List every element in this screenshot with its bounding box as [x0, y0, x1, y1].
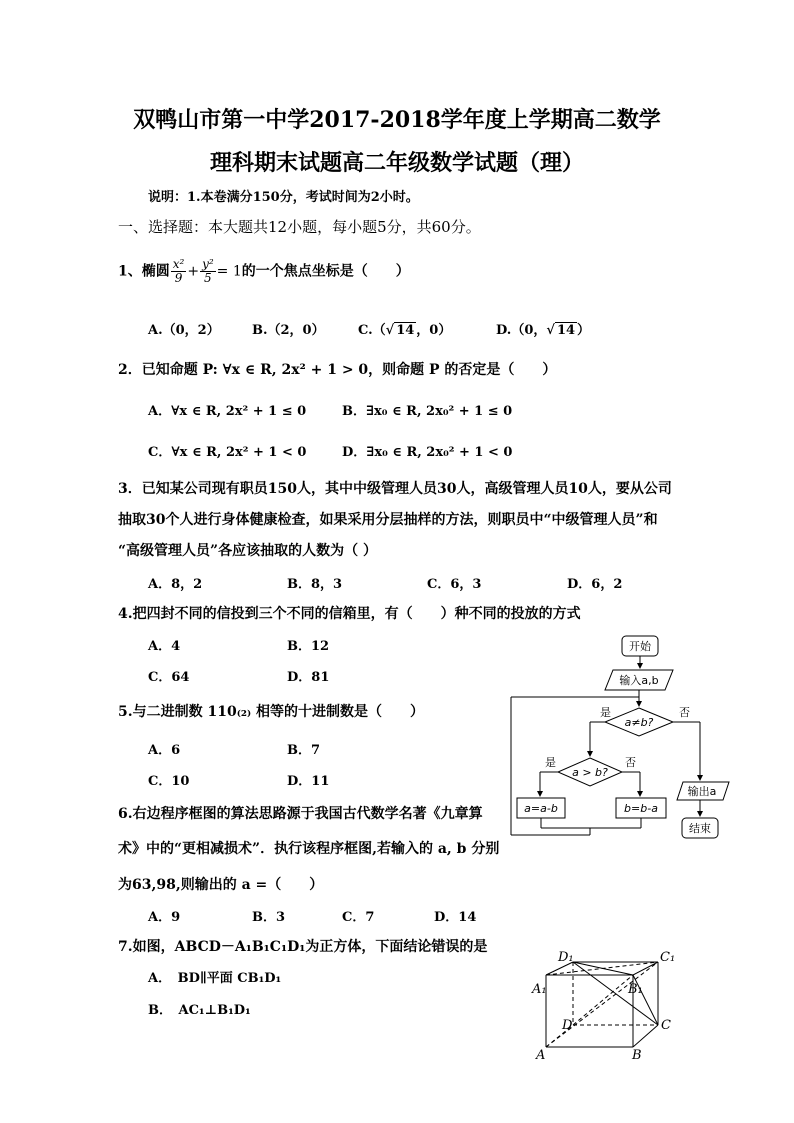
question-2: 2．已知命题 P: ∀x ∈ R, 2x² + 1 > 0，则命题 P 的否定是（ ）	[118, 362, 557, 378]
question-1: 1、椭圆 $\frac{\text{x²}}{9}$ + $\frac{\text{y²}}{5}$ = 1的一个焦点坐标是（ ）	[118, 257, 410, 285]
q2-option-a: A．∀x ∈ R, 2x² + 1 ≤ 0	[148, 404, 307, 419]
question-7: 7.如图，ABCD－A₁B₁C₁D₁为正方体，下面结论错误的是	[118, 939, 488, 955]
q1-option-d: D.（0，√ 14 ）	[496, 323, 591, 338]
flowchart-yes1: 是	[600, 706, 611, 719]
q3-option-d: D．6，2	[567, 577, 623, 592]
flowchart-diagram	[505, 630, 735, 845]
flowchart-start-text: 开始	[629, 640, 651, 653]
q7-option-a: A． BD∥平面 CB₁D₁	[148, 971, 282, 986]
q5-option-a: A．6	[148, 743, 181, 758]
flowchart-no1: 否	[679, 706, 690, 719]
cube-label-b1: B₁	[628, 982, 643, 997]
q1-option-b: B.（2，0）	[252, 323, 325, 338]
flowchart-yes2: 是	[545, 756, 556, 769]
q3-option-b: B．8，3	[287, 577, 343, 592]
flowchart-no2: 否	[625, 756, 636, 769]
q4-option-b: B．12	[287, 639, 330, 654]
q5-option-d: D．11	[287, 774, 330, 789]
title-line2: 理科期末试题高二年级数学试题（理）	[209, 150, 584, 176]
cube-label-b: B	[632, 1048, 642, 1063]
q5-option-b: B．7	[287, 743, 321, 758]
q6-option-b: B．3	[252, 910, 286, 925]
flowchart-end-text: 结束	[689, 822, 711, 835]
q6-option-c: C．7	[342, 910, 375, 925]
exam-note: 说明：1.本卷满分150分，考试时间为2小时。	[148, 190, 419, 205]
question-3-line1: 3．已知某公司现有职员150人，其中中级管理人员30人，高级管理人员10人，要从公司	[118, 481, 672, 497]
q1-option-a: A.（0，2）	[148, 323, 220, 338]
q2-option-b: B．∃x₀ ∈ R, 2x₀² + 1 ≤ 0	[342, 404, 513, 419]
question-6-line3: 为63,98,则输出的 a =（ ）	[118, 877, 324, 893]
q2-option-d: D．∃x₀ ∈ R, 2x₀² + 1 < 0	[342, 445, 513, 460]
cube-label-c1: C₁	[660, 950, 676, 965]
q4-option-c: C．64	[148, 670, 190, 685]
q5-option-c: C．10	[148, 774, 190, 789]
question-3-line2: 抽取30个人进行身体健康检查，如果采用分层抽样的方法，则职员中“中级管理人员”和	[118, 512, 658, 528]
flowchart-output-text: 输出a	[687, 785, 717, 798]
question-6-line1: 6.右边程序框图的算法思路源于我国古代数学名著《九章算	[118, 806, 483, 822]
flowchart-box-right-text: b=b-a	[624, 802, 658, 815]
q7-option-b: B． AC₁⊥B₁D₁	[148, 1003, 251, 1018]
question-4: 4.把四封不同的信投到三个不同的信箱里，有（ ）种不同的投放的方式	[118, 606, 581, 622]
flowchart-cond1-text: a≠b?	[624, 716, 654, 729]
question-3-line3: “高级管理人员”各应该抽取的人数为（ ）	[118, 543, 377, 559]
cube-label-c: C	[661, 1018, 671, 1033]
q2-option-c: C．∀x ∈ R, 2x² + 1 < 0	[148, 445, 307, 460]
q4-option-a: A．4	[148, 639, 181, 654]
question-6-line2: 术》中的“更相减损术”．执行该程序框图,若输入的 a, b 分别	[118, 841, 500, 857]
cube-label-d: D	[562, 1018, 573, 1033]
cube-label-a1: A₁	[532, 982, 547, 997]
flowchart-box-left-text: a=a-b	[524, 802, 558, 815]
q3-option-a: A．8，2	[148, 577, 203, 592]
question-5: 5.与二进制数 110₍₂₎ 相等的十进制数是（ ）	[118, 704, 425, 720]
section-heading: 一、选择题：本大题共12小题，每小题5分，共60分。	[118, 218, 481, 236]
flowchart-input-text: 输入a,b	[619, 674, 659, 687]
cube-label-a: A	[536, 1048, 546, 1063]
q1-option-c: C.（√ 14 ，0）	[358, 323, 452, 338]
cube-label-d1: D₁	[558, 950, 574, 965]
title-line1: 双鸭山市第一中学2017-2018学年度上学期高二数学	[133, 107, 661, 133]
flowchart-cond2-text: a > b?	[572, 766, 608, 779]
cube-diagram	[528, 945, 678, 1065]
q6-option-a: A．9	[148, 910, 181, 925]
q3-option-c: C．6，3	[427, 577, 482, 592]
q6-option-d: D．14	[434, 910, 477, 925]
q4-option-d: D．81	[287, 670, 330, 685]
